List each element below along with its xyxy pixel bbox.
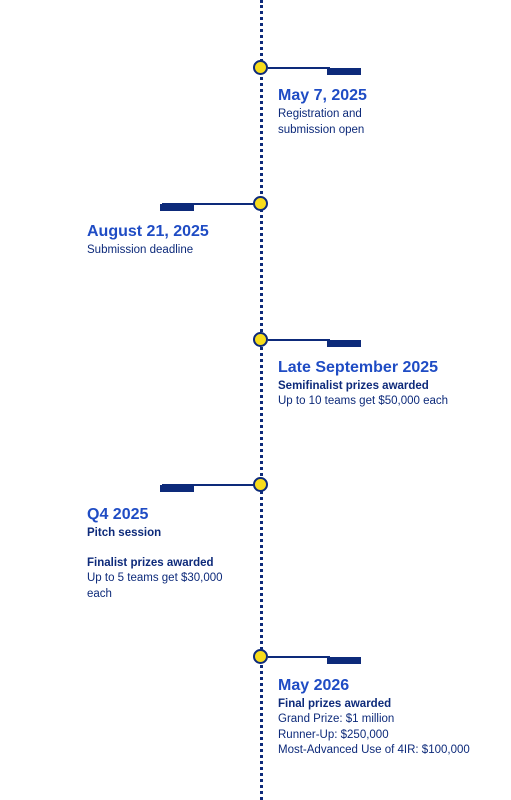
- milestone-connector: [268, 656, 330, 658]
- milestone-3: [278, 358, 503, 410]
- milestone-tab: [327, 68, 361, 75]
- milestone-date: August 21, 2025: [87, 223, 209, 240]
- milestone-tab: [160, 204, 194, 211]
- milestone-tab: [327, 657, 361, 664]
- milestone-heading: Semifinalist prizes awarded: [278, 380, 429, 392]
- milestone-heading: Pitch session: [87, 527, 162, 539]
- milestone-marker: [253, 477, 268, 492]
- milestone-line: Grand Prize: $1 million: [278, 713, 395, 725]
- milestone-description: Up to 10 teams get $50,000 each: [278, 395, 449, 407]
- milestone-line: Most-Advanced Use of 4IR: $100,000: [278, 744, 470, 756]
- timeline-axis: [260, 0, 263, 800]
- milestone-date: May 2026: [278, 677, 350, 694]
- milestone-date: Q4 2025: [87, 506, 149, 523]
- milestone-line: Runner-Up: $250,000: [278, 728, 389, 741]
- milestone-connector: [268, 67, 330, 69]
- milestone-date: Late September 2025: [278, 359, 439, 376]
- milestone-marker: [253, 332, 268, 347]
- milestone-5: [278, 676, 503, 759]
- milestone-1: [278, 86, 458, 138]
- milestone-marker: [253, 60, 268, 75]
- milestone-tab: [327, 340, 361, 347]
- milestone-description: Registration and submission open: [278, 108, 365, 136]
- milestone-marker: [253, 196, 268, 211]
- milestone-tab: [160, 485, 194, 492]
- milestone-description: Submission deadline: [87, 244, 194, 256]
- milestone-4: [87, 505, 247, 602]
- milestone-2: [87, 222, 257, 259]
- milestone-date: May 7, 2025: [278, 87, 367, 104]
- milestone-marker: [253, 649, 268, 664]
- milestone-subheading: Finalist prizes awarded: [87, 557, 214, 569]
- milestone-description: Up to 5 teams get $30,000 each: [87, 572, 223, 600]
- milestone-heading: Final prizes awarded: [278, 698, 392, 710]
- milestone-connector: [268, 339, 330, 341]
